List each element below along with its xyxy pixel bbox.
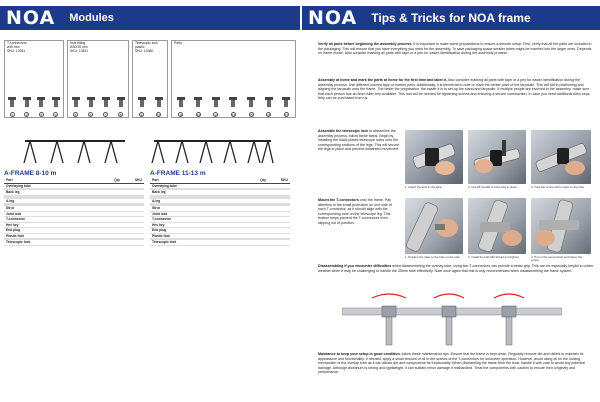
column-header: Qty	[114, 178, 120, 182]
table-cell-qty	[256, 240, 270, 245]
table-cell-sku	[270, 234, 288, 239]
table-cell-label: Strut	[152, 206, 160, 210]
table-cell-qty	[256, 234, 270, 239]
table-cell-qty	[256, 217, 270, 222]
table-cell-qty	[110, 240, 124, 245]
part-number-badge: 12	[196, 113, 201, 117]
part-number-badge: 9	[140, 113, 143, 117]
t-connector-icon	[7, 96, 17, 110]
table-cell-sku	[124, 234, 142, 239]
module-part	[137, 96, 147, 110]
noa-logo: NOA	[6, 7, 56, 29]
module-part	[116, 96, 126, 110]
t-connector-caption-1: 1. Position the plate to the hole on the tube.	[405, 255, 461, 259]
module-part	[7, 96, 17, 110]
table-cell-qty	[256, 206, 270, 211]
part-number-badge: 11	[179, 113, 183, 117]
table-cell-qty	[256, 199, 270, 204]
part-number-badge: 4	[54, 113, 57, 117]
table-cell-label: A-leg	[6, 198, 15, 203]
part-number-badge: 2	[25, 113, 28, 117]
fitting-icon	[71, 96, 81, 110]
t-connector-photo-3	[531, 198, 591, 254]
disassembling-paragraph	[318, 264, 594, 273]
module-part	[71, 96, 81, 110]
table-cell-sku	[124, 240, 142, 245]
table-cell-label: A-leg	[152, 198, 161, 203]
table-cell-sku	[124, 199, 142, 204]
part-number-badge: 17	[284, 113, 288, 117]
telescopic-lock-body: to streamline the assembly process, follow these steps. Begin by installing the black plastic telescope locks onto the corresponding sections of the legs. This will secure the legs in place and prevent unwanted movement.	[318, 129, 400, 151]
column-header: SKU	[280, 178, 288, 182]
part-number-badge: 6	[89, 113, 92, 117]
t-connector-photo-1	[405, 198, 463, 254]
column-header: SKU	[134, 178, 142, 182]
table-cell-label: Telescopic lock	[152, 240, 177, 244]
module-part	[154, 96, 164, 110]
part-number-badge: 13	[214, 113, 218, 117]
module-part	[246, 96, 256, 110]
noa-logo: NOA	[308, 7, 358, 29]
table-cell-sku	[124, 212, 142, 217]
disassembly-illustration	[342, 288, 562, 348]
column-header: Part	[6, 178, 13, 182]
module-part	[101, 96, 111, 110]
module-part	[211, 96, 221, 110]
table-cell-sku	[124, 223, 142, 228]
table-cell-label: Plastic foot	[6, 233, 24, 238]
column-header: Qty	[260, 178, 266, 182]
intro-lead: Verify all parts before beginning the assembly process.	[318, 42, 413, 46]
table-cell-label: Overlaying tube	[152, 183, 177, 188]
part-number-badge: 15	[249, 113, 253, 117]
telescopic-photo-1	[405, 130, 463, 184]
maintenance-lead: Maintance to keep your setup in good condition,	[318, 352, 401, 356]
module-part	[228, 96, 238, 110]
fitting-icon	[116, 96, 126, 110]
t-connector-caption-2: 2. Install the ball with thread and tighten.	[468, 255, 520, 259]
part-number-badge: 16	[267, 113, 271, 117]
module-part	[176, 96, 186, 110]
part-number-badge: 1	[11, 113, 14, 117]
tips-page	[302, 0, 600, 402]
mark-body: Also consider marking all parts with tape or a pen for easier identification during the assembly process. Use different colored tape or marker pens. Additionally, it is beneficial to note or mark the center point of the tarpaulin. This will aid in positioning and aligning the tarpaulin onto the frame. The better the preparation, the easier it is to set up the stand and tarpaulin. If multiple people are involved in the assembly, make sure that each person has an 8mm Allen key available. This tool will be needed for tightening screws and ensuring a secure construction. In case you need additional Allen keys, they can be purchased from us.	[318, 78, 591, 100]
table-cell-qty	[256, 228, 270, 233]
table-cell-sku	[270, 217, 288, 222]
table-cell-qty	[256, 212, 270, 217]
telescopic-caption-3: 3. Tuck the screw with it snap on the tube.	[531, 185, 585, 189]
table-cell-label: Joint lock	[6, 211, 22, 216]
table-cell-qty	[110, 228, 124, 233]
part-number-badge: 10	[157, 113, 161, 117]
table-cell-label: Back leg	[6, 190, 20, 194]
table-cell-sku	[270, 199, 288, 204]
module-part	[281, 96, 291, 110]
telescopic-lock-title: Assemble the telescopic lock	[318, 129, 369, 133]
t-connectors-body: onto the frame. Pay attention to the small protrusion on one side of each T-connector, as it should align with the corresponding hole on the telescope leg. This feature helps prevent the T-connectors from slipping out of position.	[318, 198, 392, 225]
tips-banner	[302, 6, 600, 30]
part-icon	[193, 96, 203, 110]
part-icon	[246, 96, 256, 110]
table-cell-label: Hex key	[6, 222, 19, 227]
table-cell-qty	[110, 190, 124, 195]
table-cell-label: End plug	[152, 228, 167, 232]
telescopic-caption-2: 2. Use 8K Suutiki to hold tube in place.	[468, 185, 518, 189]
table-cell-sku	[124, 217, 142, 222]
table-cell-sku	[270, 240, 288, 245]
table-cell-sku	[124, 184, 142, 189]
telescopic-photo-3	[531, 130, 591, 184]
module-part	[193, 96, 203, 110]
fitting-icon	[101, 96, 111, 110]
part-number-badge: 3	[40, 113, 43, 117]
table-cell-label: Overlaying tube	[6, 183, 31, 188]
part-icon	[176, 96, 186, 110]
a-frame-large-drawing	[150, 135, 275, 167]
lock-icon	[137, 96, 147, 110]
table-cell-sku	[270, 184, 288, 189]
module-box-3	[132, 40, 168, 118]
maintenance-paragraph	[318, 352, 594, 375]
column-header: Part	[152, 178, 159, 182]
module-part	[86, 96, 96, 110]
module-part	[264, 96, 274, 110]
page-title: Modules	[69, 12, 114, 24]
frame-b-title: A-FRAME 11-13 m	[150, 170, 206, 177]
lock-icon	[154, 96, 164, 110]
t-connectors-paragraph	[318, 198, 400, 225]
table-cell-label: Back leg	[152, 190, 166, 194]
table-cell-qty	[256, 190, 270, 195]
mark-lead: Assembly at home and mark the parts at home for the first time and label it.	[318, 78, 447, 82]
table-cell-label: End plug	[6, 228, 21, 232]
module-box-title: Parts	[174, 41, 182, 45]
module-box-title: T-connectors ø35 mm SKU: 10351	[7, 41, 27, 53]
part-number-badge: 14	[231, 113, 236, 117]
table-cell-sku	[270, 206, 288, 211]
table-cell-qty	[110, 206, 124, 211]
fitting-icon	[86, 96, 96, 110]
table-cell-label: Joint lock	[152, 211, 168, 216]
modules-banner	[0, 6, 300, 30]
disassembling-lead: Disassembling If you encounter difficulties	[318, 264, 392, 268]
table-cell-qty	[110, 234, 124, 239]
table-cell-sku	[270, 190, 288, 195]
table-cell-qty	[110, 212, 124, 217]
t-connector-icon	[51, 96, 61, 110]
t-connector-icon	[22, 96, 32, 110]
table-cell-label: T-connector	[152, 217, 171, 221]
maintenance-body: follow these maintenance tips. Ensure that the frame is kept clean. Regularly remove dirt and debris to maintain its appearance and functionality. If needed, apply a small amount of oil to the screws of the T-connectors for smoother operation. However, avoid using oil on the locking mechanism of the overlay tube as it can attract dirt and compromise its functionality. When dismantling the frame from the boat, handle it with care to avoid any potential damage. Although aluminum is strong and lightweight, it can sustain minor damage if mishandled. Treat the components with caution to ensure their longevity and performance.	[318, 352, 586, 374]
part-icon	[281, 96, 291, 110]
telescopic-photo-2	[468, 130, 526, 184]
table-cell-sku	[124, 190, 142, 195]
mark-parts-paragraph	[318, 78, 594, 101]
frame-b-parts-table	[150, 178, 290, 246]
table-cell-label: Strut	[6, 206, 14, 210]
module-part	[22, 96, 32, 110]
module-box-title: Telescopic lock plastic SKU: 10380	[135, 41, 158, 53]
page-title: Tips & Tricks for NOA frame	[371, 11, 531, 25]
table-cell-sku	[124, 228, 142, 233]
table-cell-label: Plastic foot	[152, 233, 170, 238]
table-row	[150, 240, 290, 246]
module-box-2	[67, 40, 129, 118]
table-cell-sku	[270, 228, 288, 233]
table-cell-sku	[270, 223, 288, 228]
frame-a-parts-table	[4, 178, 144, 246]
module-part	[51, 96, 61, 110]
table-cell-sku	[124, 206, 142, 211]
end-cap-icon	[36, 96, 46, 110]
table-cell-label: T-connector	[6, 217, 25, 221]
part-number-badge: 8	[119, 113, 122, 117]
part-icon	[211, 96, 221, 110]
module-box-4	[171, 40, 296, 118]
intro-paragraph	[318, 42, 594, 56]
a-frame-small-drawing	[20, 135, 130, 167]
table-cell-qty	[110, 199, 124, 204]
telescopic-lock-paragraph	[318, 129, 400, 152]
t-connector-photo-2	[468, 198, 526, 254]
module-box-title: Noa fitting Ø30/35 mm SKU: 10811	[70, 41, 89, 53]
table-row	[4, 240, 144, 246]
part-number-badge: 7	[104, 113, 107, 117]
module-box-1	[4, 40, 64, 118]
t-connectors-title: Mount the T-connectors	[318, 198, 359, 202]
part-icon	[228, 96, 238, 110]
table-cell-qty	[110, 184, 124, 189]
telescopic-caption-1: 1. Attach the lock to the tube.	[405, 185, 443, 189]
frame-a-title: A-FRAME 8-10 m	[4, 170, 57, 177]
table-cell-qty	[110, 217, 124, 222]
table-cell-sku	[270, 212, 288, 217]
module-part	[36, 96, 46, 110]
part-number-badge: 5	[74, 113, 77, 117]
t-connector-caption-3: 3. Put on the second bolt and fasten the screw.	[531, 255, 583, 263]
table-cell-label: Hex key	[152, 222, 165, 227]
table-cell-qty	[256, 184, 270, 189]
intro-body: It is important to make some preparations to ensure a smooth setup. First, verify that all the parts are included in the packaging. This will ensure that you have everything you need for the assembly. To save packaging space smaller tubes might be inserted into the larger ones. Depends on frame model. Also consider marking all parts with tape or a pen for easier identification during the assembly process.	[318, 42, 592, 55]
disassembling-body: when disassembling the overlay tube, using two T-connectors can provide a better grip. This can be especially helpful in colder weather when it may be challenging to handle the 35mm tube effectively. Note once again that this is only recommended when disassembling the frame system.	[318, 264, 594, 273]
part-icon	[264, 96, 274, 110]
table-cell-label: Telescopic lock	[6, 240, 31, 244]
table-cell-qty	[256, 223, 270, 228]
table-cell-qty	[110, 223, 124, 228]
